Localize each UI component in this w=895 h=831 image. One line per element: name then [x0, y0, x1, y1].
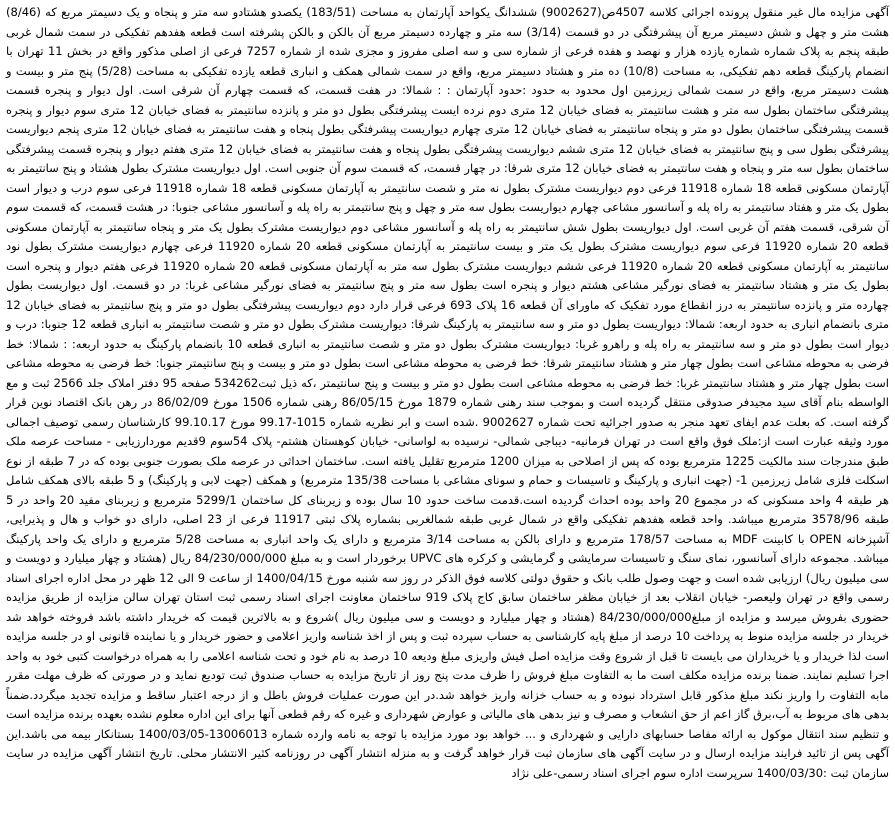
notice-text: آگهی مزایده مال غیر منقول پرونده اجرائی کلاسه 4507ص(9002627) ششدانگ یکواحد آپارتمان به مساحت (183/51) یکصدو هشتادو سه متر و پنجاه و یک دسیمتر مربع که (8/46) هشت متر و چهل و شش دسیمتر مربع آن پیشرفتگی در دو قسمت (3/14) سه متر و چهارده دسیمتر مربع آن بالکن و بالکن پشرفته است قطعه هفدهم تفکیکی در سمت شمال غربی طبقه پنجم به پلاک شماره شماره یازده هزار و نهصد و هفده فرعی از شماره سی و سه اصلی مفروز و مجزی شده از شماره 7257 فرعی از اصلی مذکور واقع در بخش 11 تهران با انضمام پارکینگ قطعه دهم تفکیکی، به مساحت (10/8) ده متر و هشتاد دسیمتر مربع، واقع در سمت شمالی همکف و انباری قطعه یازده تفکیکی به مساحت (5/28) پنج متر و بیست و هشت دسیمتر مربع، واقع در سمت شمالی زیرزمین اول محدود به حدود :حدود آپارتمان : : شمالا: در هفت قسمت، که قسمت چهارم آن شرقی است. اول دیوار و پنجره قسمت پیشرفتگی ساختمان بطول سه متر و هشت سانتیمتر به فضای خیابان 12 متری دوم نرده ایست پیشرفتگی بطول دو متر و پانزده سانتیمتر به فضای خیابان 12 متری سوم دیوار و پنجره قسمت پیشرفتگی ساختمان بطول دو متر و پنجاه سانتیمتر به فضای خیابان 12 متری چهارم دیواریست پیشرفتگی بطول پنجاه و هفت سانتیمتر به فضای خیابان 12 متری پنجم دیواریست پیشرفتگی بطول سی و پنج سانتیمتر به فضای خیابان 12 متری ششم دیواریست پیشرفتگی بطول پنجاه و هفت سانتیمتر به فضای خیابان 12 متری هفتم دیوار و پنجره قسمت پیشرفتگی ساختمان بطول سه متر و پنجاه و هفت سانتیمتر به فضای خیابان 12 متری شرقا: در چهار قسمت، که قسمت سوم آن جنوبی است. اول دیواریست مشترک بطول هشتاد و پنج سانتیمتر به آپارتمان مسکونی قطعه 18 شماره 11918 فرعی دوم دیواریست مشترک بطول نه متر و شصت سانتیمتر به آپارتمان مسکونی قطعه 18 شماره 11918 فرعی سوم درب و دیوار است بطول یک متر و هفتاد سانتیمتر به راه پله و آسانسور مشاعی چهارم دیواریست بطول سه متر و چهل و پنج سانتیمتر به راه پله و آسانسور مشاعی جنوبا: در هشت قسمت، که قسمت سوم آن شرقی، قسمت هفتم آن غربی است. اول دیواریست بطول شش سانتیمتر به راه پله و آسانسور مشاعی دوم دیواریست مشترک بطول یک متر و پنجاه سانتیمتر به آپارتمان مسکونی قطعه 20 شماره 11920 فرعی سوم دیواریست مشترک بطول یک متر و بیست سانتیمتر به آپارتمان مسکونی قطعه 20 شماره 11920 فرعی چهارم دیواریست مشترک بطول نود سانتیمتر به آپارتمان مسکونی قطعه 20 شماره 11920 فرعی ششم دیواریست مشترک بطول سه متر به آپارتمان مسکونی قطعه 20 شماره 11920 فرعی هفتم دیوار و پنجره است بطول یک متر و هشتاد سانتیمتر به فضای نورگیر مشاعی هشتم دیوار و پنجره است بطول سه متر و پنج سانتیمتر به فضای نورگیر مشاعی غربا: در دو قسمت. اول دیواریست بطول چهارده متر و پانزده سانتیمتر به درز انقطاع مورد تفکیک که ماورای آن قطعه 16 پلاک 693 فرعی قرار دارد دوم دیواریست پیشرفتگی بطول دو متر و پنج سانتیمتر به فضای خیابان 12 متری بانضمام انباری به حدود اربعه: شمالا: دیواریست بطول دو متر و سه سانتیمتر به پارکینگ شرقا: دیواریست مشترک بطول دو متر و شصت سانتیمتر به انباری قطعه 12 جنوبا: درب و دیوار است بطول دو متر و سه سانتیمتر به راه پله و راهرو غربا: دیواریست مشترک بطول دو متر و شصت سانتیمتر به انباری قطعه 10 بانضمام پارکینگ به حدود اربعه: : شمالا: خط فرضی به محوطه مشاعی است بطول چهار متر و هشتاد سانتیمتر شرقا: خط فرضی به محوطه مشاعی است بطول دو متر و بیست و پنج سانتیمتر جنوبا: خط فرضی به محوطه مشاعی است بطول چهار متر و هشتاد سانتیمتر غربا: خط فرضی به محوطه مشاعی است بطول دو متر و بیست و پنج سانتیمتر ،که ذیل ثبت534262 صفحه 95 دفتر املاک جلد 2566 ثبت و مع الواسطه بنام آقای سید مجیدفر صدوقی منتقل گردیده است و بموجب سند رهنی شماره 1879 مورخ 86/05/15 رهنی شماره 1506 مورخ 86/02/09 در رهن بانک اقتصاد نوین قرار گرفته است. که بعلت عدم ایفای تعهد منجر به صدور اجرائیه تحت شماره 9002627 .شده است و ابر نظریه شماره 1015-99.17 مورخ 99.10.17 کارشناسان رسمی توصیف اجمالی مورد وثیقه عبارت است از:ملک فوق واقع است در تهران فرمانیه- دیباجی شمالی- نرسیده به لواسانی- خیابان کوهستان هشتم- پلاک 54سوم 9قدیم موردارزیابی - مساحت عرصه ملک طبق مندرجات سند مالکیت 1225 مترمربع بوده که پس از اصلاحی به میزان 1200 مترمربع تقلیل یافته است. ساختمان احداثی در عرصه ملک بصورت جنوبی بوده که در 7 طبقه از نوع اسکلت فلزی شامل زیرزمین 1- (جهت انباری و پارکینگ و تاسیسات و حمام و سونای مشاعی با مساحت 135/38 مترمربع) و همکف (جهت لابی و پارکینگ) و 5 طبقه بالای همکف شامل هر طبقه 4 واحد مسکونی که در مجموع 20 واحد بوده احداث گردیده است.قدمت ساخت حدود 10 سال بوده و زیربنای کل ساختمان 5299/1 مترمربع و زیربنای مفید 20 واحد در 5 طبقه 3578/96 مترمربع میباشد. واحد قطعه هفدهم تفکیکی واقع در شمال غربی طبقه شمالغربی بشماره پلاک ثبتی 11917 فرعی از 23 اصلی، دارای دو خواب و هال و پذیرایی، آشپزخانه OPEN با کابینت MDF به مساحت 178/57 مترمربع و دارای بالکن به مساحت 3/14 مترمربع و دارای یک واحد انباری به مساحت 5/28 مترمربع و دارای یک واحد پارکینگ میباشد. مجموعه دارای آسانسور، نمای سنگ و تاسیسات سرمایشی و گرمایشی و کرکره های UPVC برخوردار است و به مبلغ 84/230/000/000 ریال (هشتاد و چهار میلیارد و دویست و سی میلیون ریال) ارزیابی شده است و جهت وصول طلب بانک و حقوق دولتی کلاسه فوق الذکر در روز سه شنبه مورخ 1400/04/15 از ساعت 9 الی 12 ظهر در محل اداره اجرای اسناد رسمی واقع در تهران ولیعصر- خیابان انقلاب بعد از خیابان مظفر ساختمان سابق کاج پلاک 919 ساختمان معاونت اجرای اسناد رسمی ثبت استان تهران سالن مزایده از طریق مزایده حضوری بفروش میرسد و مزایده از مبلغ84/230/000/000 (هشتاد و چهار میلیارد و دویست و سی میلیون ریال )شروع و به بالاترین قیمت که خریدار داشته باشد فروخته خواهد شد خریدار در جلسه مزایده منوط به پرداخت 10 درصد از مبلغ پایه کارشناسی به حساب سپرده ثبت و پس از اخذ شناسه واریز اعلامی و حضور خریدار و یا نماینده قانونی او در جلسه مزایده است لذا خریدار و یا خریداران می بایست تا قبل از شروع وقت مزایده اصل فیش واریزی مبلغ ودیعه 10 درصد به نام خود و تحت شناسه اعلامی را به همراه درخواست کتبی خود به واحد اجرا تسلیم نمایند. ضمنا برنده مزایده مکلف است ما به التفاوت مبلغ فروش را ظرف مدت پنج روز از تاریخ مزایده به حساب صندوق ثبت تودیع نماید و در صورتی که ظرف مهلت مقرر مابه التفاوت را واریز نکند مبلغ مذکور قابل استرداد نبوده و به حساب خزانه واریز خواهد شد.در این صورت عملیات فروش باطل و از درجه اعتبار ساقط و مزایده تجدید میگردد.ضمناً بدهی های مربوط به آب،برق گاز اعم از حق انشعاب و مصرف و نیز بدهی های مالیاتی و عوارض شهرداری و غیره که رقم قطعی آنها برای این اداره معلوم نشده بعهده برنده مزایده است و تنظیم سند انتقال موکول به ارائه مفاصا حسابهای دارایی و شهرداری و ... خواهد بود مورد مزایده با توجه به نامه وارده شماره 13006013-1400/03/05 بستانکار بیمه می باشد.این آگهی پس از تائید فرایند مزایده ارسال و در سایت آگهی های سازمان ثبت قرار خواهد گرفت و به منزله انتشار آگهی در روزنامه کثیر الانتشار محلی. تاریخ انتشار آگهی مزایده در سایت سازمان ثبت :1400/03/30 سرپرست اداره سوم اجرای اسناد رسمی-علی نژاد: [6, 5, 890, 780]
